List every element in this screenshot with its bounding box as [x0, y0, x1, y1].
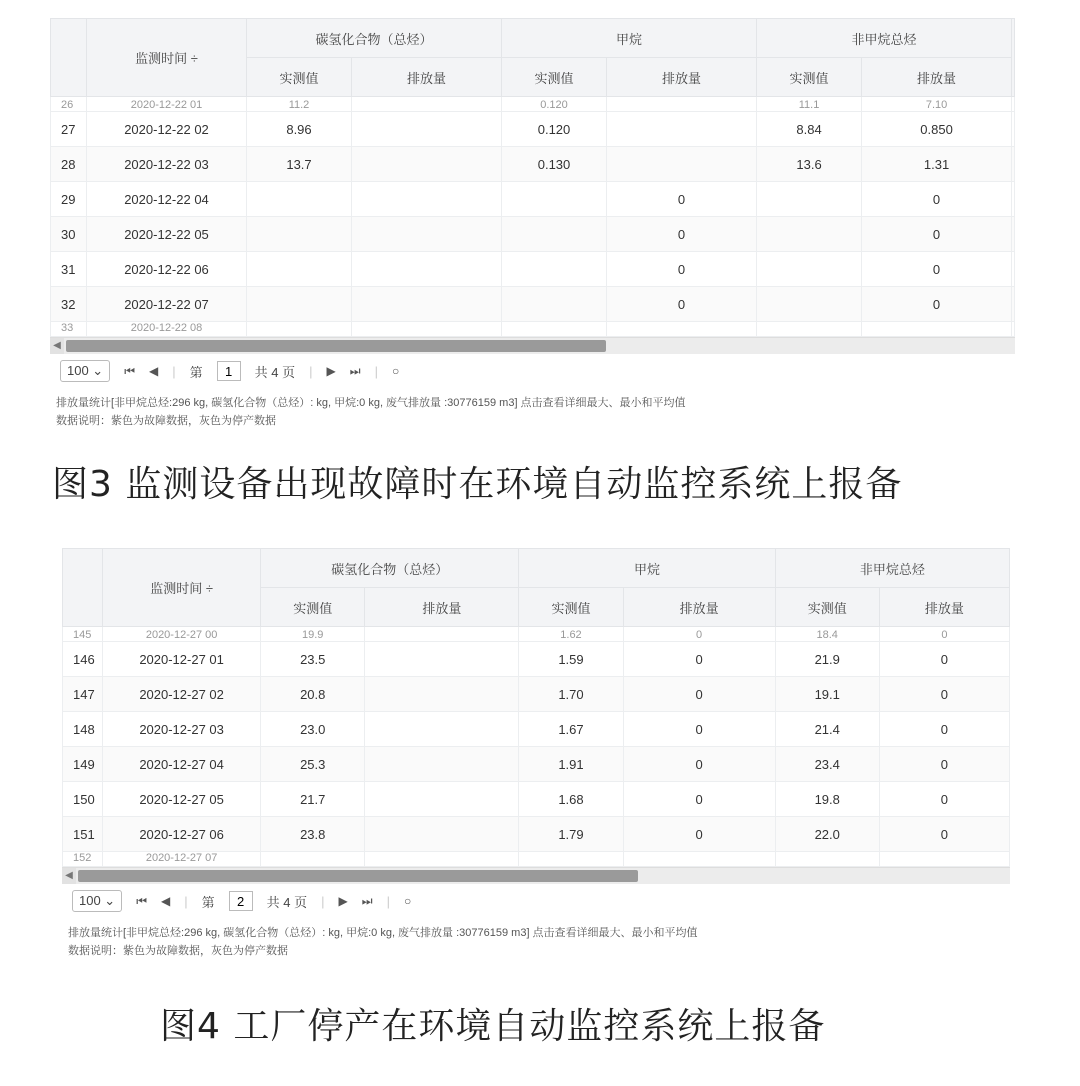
nmhc-emission: 0: [862, 252, 1012, 287]
nmhc-emission: 0: [862, 182, 1012, 217]
thc-emission: [365, 642, 519, 677]
methane-measured: 1.91: [519, 747, 623, 782]
row-index: 148: [63, 712, 103, 747]
page-prefix: 第: [201, 894, 215, 910]
nmhc-measured: [757, 217, 862, 252]
methane-emission: 0: [607, 252, 757, 287]
row-index: 147: [63, 677, 103, 712]
nmhc-emission: [879, 852, 1009, 867]
methane-group-header: 甲烷: [519, 549, 775, 588]
thc-emission: [352, 322, 502, 337]
scroll-left-icon[interactable]: ◀: [50, 338, 64, 354]
nmhc-measured: 11.1: [757, 97, 862, 112]
pager-divider: |: [386, 893, 390, 909]
thc-emission-header: 排放量: [365, 588, 519, 627]
methane-measured: [502, 252, 607, 287]
pager-divider: |: [172, 363, 176, 379]
thc-measured-header: 实测值: [247, 58, 352, 97]
nmhc-emission: 0: [879, 642, 1009, 677]
thc-group-header: 碳氢化合物（总烃）: [261, 549, 519, 588]
row-index: 31: [51, 252, 87, 287]
row-index: 26: [51, 97, 87, 112]
row-time: 2020-12-27 03: [103, 712, 261, 747]
row-time: 2020-12-27 05: [103, 782, 261, 817]
thc-measured: [261, 852, 365, 867]
table-row[interactable]: [51, 112, 1015, 147]
nmhc-emission: 0: [862, 217, 1012, 252]
last-page-icon[interactable]: ⏭: [361, 893, 373, 908]
row-time: 2020-12-27 01: [103, 642, 261, 677]
pagination-bar: [50, 354, 1015, 388]
row-time: 2020-12-22 04: [87, 182, 247, 217]
data-note: 数据说明：紫色为故障数据，灰色为停产数据: [68, 945, 288, 957]
nmhc-emission: 0: [879, 677, 1009, 712]
scroll-left-icon[interactable]: ◀: [62, 868, 76, 884]
horizontal-scrollbar[interactable]: [62, 867, 1010, 884]
row-index: 30: [51, 217, 87, 252]
methane-emission: [607, 97, 757, 112]
extra-column-header: [1012, 19, 1015, 97]
methane-measured: [502, 217, 607, 252]
row-index: 149: [63, 747, 103, 782]
row-time: 2020-12-27 06: [103, 817, 261, 852]
figure3-caption: 图3 监测设备出现故障时在环境自动监控系统上报备: [52, 464, 903, 505]
nmhc-emission: 0: [879, 747, 1009, 782]
last-page-icon[interactable]: ⏭: [349, 363, 361, 378]
thc-measured: 19.9: [261, 627, 365, 642]
row-index: 151: [63, 817, 103, 852]
thc-emission: [365, 747, 519, 782]
methane-measured: 0.120: [502, 112, 607, 147]
row-index: 150: [63, 782, 103, 817]
thc-emission: [352, 182, 502, 217]
nmhc-emission: 0: [879, 817, 1009, 852]
nmhc-emission: 0: [879, 712, 1009, 747]
extra-cell: [1012, 112, 1015, 147]
methane-measured: [502, 287, 607, 322]
table-row[interactable]: [63, 712, 1010, 747]
page-size-select[interactable]: 100 ⌄: [72, 890, 122, 912]
extra-cell: [1012, 217, 1015, 252]
page-number-input[interactable]: [229, 891, 253, 911]
methane-measured: 1.59: [519, 642, 623, 677]
methane-emission: [607, 147, 757, 182]
thc-emission: [352, 252, 502, 287]
thc-emission: [365, 852, 519, 867]
methane-emission: 0: [623, 817, 775, 852]
table-row-partial: [63, 627, 1010, 642]
nmhc-group-header: 非甲烷总烃: [775, 549, 1009, 588]
table-row-partial: [63, 852, 1010, 867]
page-total: 共 4 页: [266, 894, 308, 910]
table-row-partial: [51, 322, 1015, 337]
thc-emission-header: 排放量: [352, 58, 502, 97]
methane-emission: 0: [623, 782, 775, 817]
methane-measured: 0.120: [502, 97, 607, 112]
time-column-header[interactable]: 监测时间 ÷: [103, 549, 261, 627]
row-time: 2020-12-22 06: [87, 252, 247, 287]
thc-measured: 23.8: [261, 817, 365, 852]
thc-measured: 23.0: [261, 712, 365, 747]
prev-page-icon[interactable]: ◀: [161, 894, 171, 908]
methane-emission: [607, 322, 757, 337]
nmhc-measured-header: 实测值: [757, 58, 862, 97]
methane-measured: 1.70: [519, 677, 623, 712]
nmhc-measured: [757, 322, 862, 337]
methane-group-header: 甲烷: [502, 19, 757, 58]
refresh-icon[interactable]: ○: [403, 894, 412, 908]
thc-measured: [247, 322, 352, 337]
thc-emission: [365, 782, 519, 817]
thc-group-header: 碳氢化合物（总烃）: [247, 19, 502, 58]
row-time: 2020-12-22 05: [87, 217, 247, 252]
refresh-icon[interactable]: ○: [391, 364, 400, 378]
methane-measured: [502, 322, 607, 337]
methane-emission-header: 排放量: [623, 588, 775, 627]
table-row[interactable]: [63, 642, 1010, 677]
page-total: 共 4 页: [254, 364, 296, 380]
row-index: 32: [51, 287, 87, 322]
table-row[interactable]: [63, 782, 1010, 817]
methane-measured: 1.79: [519, 817, 623, 852]
row-index: 33: [51, 322, 87, 337]
row-time: 2020-12-22 01: [87, 97, 247, 112]
methane-emission: 0: [607, 287, 757, 322]
thc-measured: [247, 287, 352, 322]
methane-emission-header: 排放量: [607, 58, 757, 97]
row-index-header: [63, 549, 103, 627]
nmhc-measured: [757, 182, 862, 217]
thc-measured: 25.3: [261, 747, 365, 782]
nmhc-measured: [775, 852, 879, 867]
extra-cell: [1012, 322, 1015, 337]
row-time: 2020-12-22 08: [87, 322, 247, 337]
thc-measured: 21.7: [261, 782, 365, 817]
thc-emission: [365, 712, 519, 747]
scrollbar-thumb[interactable]: [66, 340, 606, 352]
methane-emission: 0: [623, 747, 775, 782]
thc-measured: [247, 182, 352, 217]
row-time: 2020-12-27 00: [103, 627, 261, 642]
nmhc-measured: 21.4: [775, 712, 879, 747]
methane-measured: 1.62: [519, 627, 623, 642]
table-row[interactable]: [51, 147, 1015, 182]
nmhc-measured-header: 实测值: [775, 588, 879, 627]
methane-measured: 1.67: [519, 712, 623, 747]
extra-cell: [1012, 252, 1015, 287]
row-index: 28: [51, 147, 87, 182]
prev-page-icon[interactable]: ◀: [149, 364, 159, 378]
data-note: 数据说明：紫色为故障数据，灰色为停产数据: [56, 415, 276, 427]
table-row[interactable]: [51, 252, 1015, 287]
nmhc-group-header: 非甲烷总烃: [757, 19, 1012, 58]
table-row[interactable]: [63, 817, 1010, 852]
methane-emission: [607, 112, 757, 147]
time-column-header[interactable]: 监测时间 ÷: [87, 19, 247, 97]
nmhc-measured: 19.1: [775, 677, 879, 712]
row-index: 146: [63, 642, 103, 677]
table-row[interactable]: [51, 182, 1015, 217]
methane-emission: 0: [623, 677, 775, 712]
nmhc-emission: 0: [862, 287, 1012, 322]
row-time: 2020-12-27 07: [103, 852, 261, 867]
thc-emission: [352, 97, 502, 112]
thc-emission: [352, 147, 502, 182]
thc-measured: [247, 252, 352, 287]
nmhc-emission: 1.31: [862, 147, 1012, 182]
row-index: 152: [63, 852, 103, 867]
emission-summary[interactable]: 排放量统计[非甲烷总烃:296 kg, 碳氢化合物（总烃）: kg, 甲烷:0 kg, 废气排放量 :30776159 m3] 点击查看详细最大、最小和平均值: [56, 397, 686, 409]
nmhc-measured: [757, 252, 862, 287]
nmhc-emission: [862, 322, 1012, 337]
nmhc-emission: 0: [879, 782, 1009, 817]
nmhc-measured: 19.8: [775, 782, 879, 817]
pager-divider: |: [374, 363, 378, 379]
first-page-icon[interactable]: ⏮: [136, 893, 148, 908]
emission-summary[interactable]: 排放量统计[非甲烷总烃:296 kg, 碳氢化合物（总烃）: kg, 甲烷:0 kg, 废气排放量 :30776159 m3] 点击查看详细最大、最小和平均值: [68, 927, 698, 939]
nmhc-emission: 7.10: [862, 97, 1012, 112]
page-number-input[interactable]: [217, 361, 241, 381]
extra-cell: [1012, 287, 1015, 322]
nmhc-emission-header: 排放量: [862, 58, 1012, 97]
extra-cell: [1012, 182, 1015, 217]
methane-measured-header: 实测值: [502, 58, 607, 97]
page-prefix: 第: [189, 364, 203, 380]
thc-emission: [365, 817, 519, 852]
figure3-table: [50, 18, 1015, 337]
thc-emission: [352, 112, 502, 147]
row-time: 2020-12-22 02: [87, 112, 247, 147]
pagination-bar: [62, 884, 1010, 918]
table-row[interactable]: [63, 747, 1010, 782]
thc-emission: [352, 217, 502, 252]
row-index: 29: [51, 182, 87, 217]
figure4-table: [62, 548, 1010, 867]
nmhc-measured: 8.84: [757, 112, 862, 147]
scrollbar-thumb[interactable]: [78, 870, 638, 882]
methane-emission: 0: [623, 712, 775, 747]
row-index: 145: [63, 627, 103, 642]
next-page-icon[interactable]: ▶: [326, 364, 336, 378]
figure4-panel: [62, 548, 1010, 960]
row-time: 2020-12-22 07: [87, 287, 247, 322]
thc-emission: [365, 627, 519, 642]
horizontal-scrollbar[interactable]: [50, 337, 1015, 354]
row-index: 27: [51, 112, 87, 147]
page-size-select[interactable]: 100 ⌄: [60, 360, 110, 382]
nmhc-measured: 22.0: [775, 817, 879, 852]
nmhc-measured: [757, 287, 862, 322]
first-page-icon[interactable]: ⏮: [124, 363, 136, 378]
thc-emission: [365, 677, 519, 712]
methane-emission: 0: [607, 217, 757, 252]
methane-emission: 0: [623, 627, 775, 642]
nmhc-emission: 0.850: [862, 112, 1012, 147]
methane-measured: 1.68: [519, 782, 623, 817]
thc-measured: 11.2: [247, 97, 352, 112]
table-row[interactable]: [63, 677, 1010, 712]
nmhc-measured: 23.4: [775, 747, 879, 782]
row-time: 2020-12-27 02: [103, 677, 261, 712]
methane-emission: 0: [623, 642, 775, 677]
nmhc-emission-header: 排放量: [879, 588, 1009, 627]
thc-measured: [247, 217, 352, 252]
thc-measured-header: 实测值: [261, 588, 365, 627]
table-row-partial: [51, 97, 1015, 112]
next-page-icon[interactable]: ▶: [338, 894, 348, 908]
row-index-header: [51, 19, 87, 97]
pager-divider: |: [309, 363, 313, 379]
methane-emission: [623, 852, 775, 867]
pager-divider: |: [184, 893, 188, 909]
nmhc-measured: 21.9: [775, 642, 879, 677]
methane-measured: [502, 182, 607, 217]
table-row[interactable]: [51, 287, 1015, 322]
figure4-caption: 图4 工厂停产在环境自动监控系统上报备: [160, 1006, 826, 1047]
row-time: 2020-12-22 03: [87, 147, 247, 182]
nmhc-emission: 0: [879, 627, 1009, 642]
pager-divider: |: [321, 893, 325, 909]
methane-measured-header: 实测值: [519, 588, 623, 627]
methane-measured: [519, 852, 623, 867]
table-row[interactable]: [51, 217, 1015, 252]
methane-emission: 0: [607, 182, 757, 217]
extra-cell: [1012, 97, 1015, 112]
thc-measured: 13.7: [247, 147, 352, 182]
extra-cell: [1012, 147, 1015, 182]
thc-measured: 20.8: [261, 677, 365, 712]
thc-measured: 23.5: [261, 642, 365, 677]
thc-measured: 8.96: [247, 112, 352, 147]
methane-measured: 0.130: [502, 147, 607, 182]
thc-emission: [352, 287, 502, 322]
nmhc-measured: 13.6: [757, 147, 862, 182]
row-time: 2020-12-27 04: [103, 747, 261, 782]
nmhc-measured: 18.4: [775, 627, 879, 642]
figure3-panel: [50, 18, 1015, 427]
